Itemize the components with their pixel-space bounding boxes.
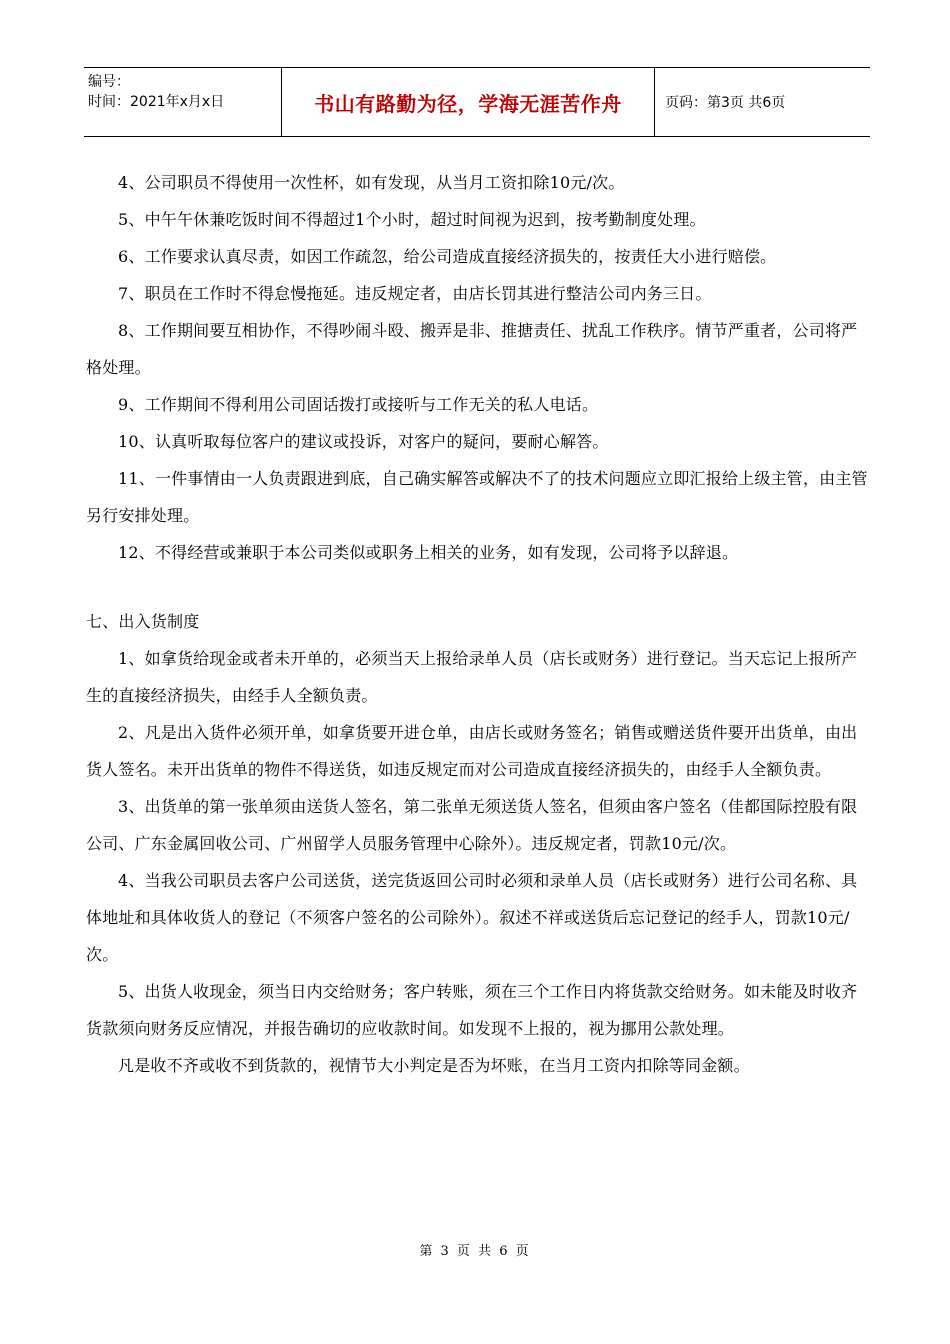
paragraph: 9、工作期间不得利用公司固话拨打或接听与工作无关的私人电话。 <box>118 395 599 414</box>
document-number: 编号： <box>88 74 130 90</box>
paragraph: 8、工作期间要互相协作，不得吵闹斗殴、搬弄是非、推搪责任、扰乱工作秩序。情节严重者，公司将严格处理。 <box>86 321 858 377</box>
section-paragraph: 5、出货人收现金，须当日内交给财务；客户转账，须在三个工作日内将货款交给财务。如未能及时收齐货款须向财务反应情况，并报告确切的应收款时间。如发现不上报的，视为挪用公款处理。 <box>86 982 858 1038</box>
section-paragraph: 1、如拿货给现金或者未开单的，必须当天上报给录单人员（店长或财务）进行登记。当天忘记上报所产生的直接经济损失，由经手人全额负责。 <box>86 649 858 705</box>
document-body <box>86 164 872 1084</box>
header-page-number: 页码：第3页 共6页 <box>665 95 786 111</box>
paragraph: 6、工作要求认真尽责，如因工作疏忽，给公司造成直接经济损失的，按责任大小进行赔偿。 <box>118 247 777 266</box>
header-motto: 书山有路勤为径，学海无涯苦作舟 <box>282 68 655 136</box>
page-footer: 第 3 页 共 6 页 <box>419 1244 531 1259</box>
section-paragraph: 凡是收不齐或收不到货款的，视情节大小判定是否为坏账，在当月工资内扣除等同金额。 <box>118 1056 750 1075</box>
header-info <box>84 68 282 136</box>
section-title: 七、出入货制度 <box>86 612 200 631</box>
section-paragraph: 4、当我公司职员去客户公司送货，送完货返回公司时必须和录单人员（店长或财务）进行公司名称、具体地址和具体收货人的登记（不须客户签名的公司除外）。叙述不祥或送货后忘记登记的经手人，罚款10元/次。 <box>86 871 858 964</box>
paragraph: 4、公司职员不得使用一次性杯，如有发现，从当月工资扣除10元/次。 <box>118 173 625 192</box>
section-paragraph: 2、凡是出入货件必须开单，如拿货要开进仓单，由店长或财务签名；销售或赠送货件要开出货单，由出货人签名。未开出货单的物件不得送货，如违反规定而对公司造成直接经济损失的，由经手人全额负责。 <box>86 723 858 779</box>
page-header <box>84 67 870 137</box>
paragraph: 7、职员在工作时不得怠慢拖延。违反规定者，由店长罚其进行整洁公司内务三日。 <box>118 284 712 303</box>
section-paragraph: 3、出货单的第一张单须由送货人签名，第二张单无须送货人签名，但须由客户签名（佳都国际控股有限公司、广东金属回收公司、广州留学人员服务管理中心除外）。违反规定者，罚款10元/次。 <box>86 797 858 853</box>
paragraph: 11、一件事情由一人负责跟进到底，自己确实解答或解决不了的技术问题应立即汇报给上级主管，由主管另行安排处理。 <box>86 469 868 525</box>
paragraph: 5、中午午休兼吃饭时间不得超过1个小时，超过时间视为迟到，按考勤制度处理。 <box>118 210 706 229</box>
document-date: 时间：2021年x月x日 <box>88 94 225 110</box>
paragraph: 10、认真听取每位客户的建议或投诉，对客户的疑问，要耐心解答。 <box>118 432 609 451</box>
paragraph: 12、不得经营或兼职于本公司类似或职务上相关的业务，如有发现，公司将予以辞退。 <box>118 543 739 562</box>
